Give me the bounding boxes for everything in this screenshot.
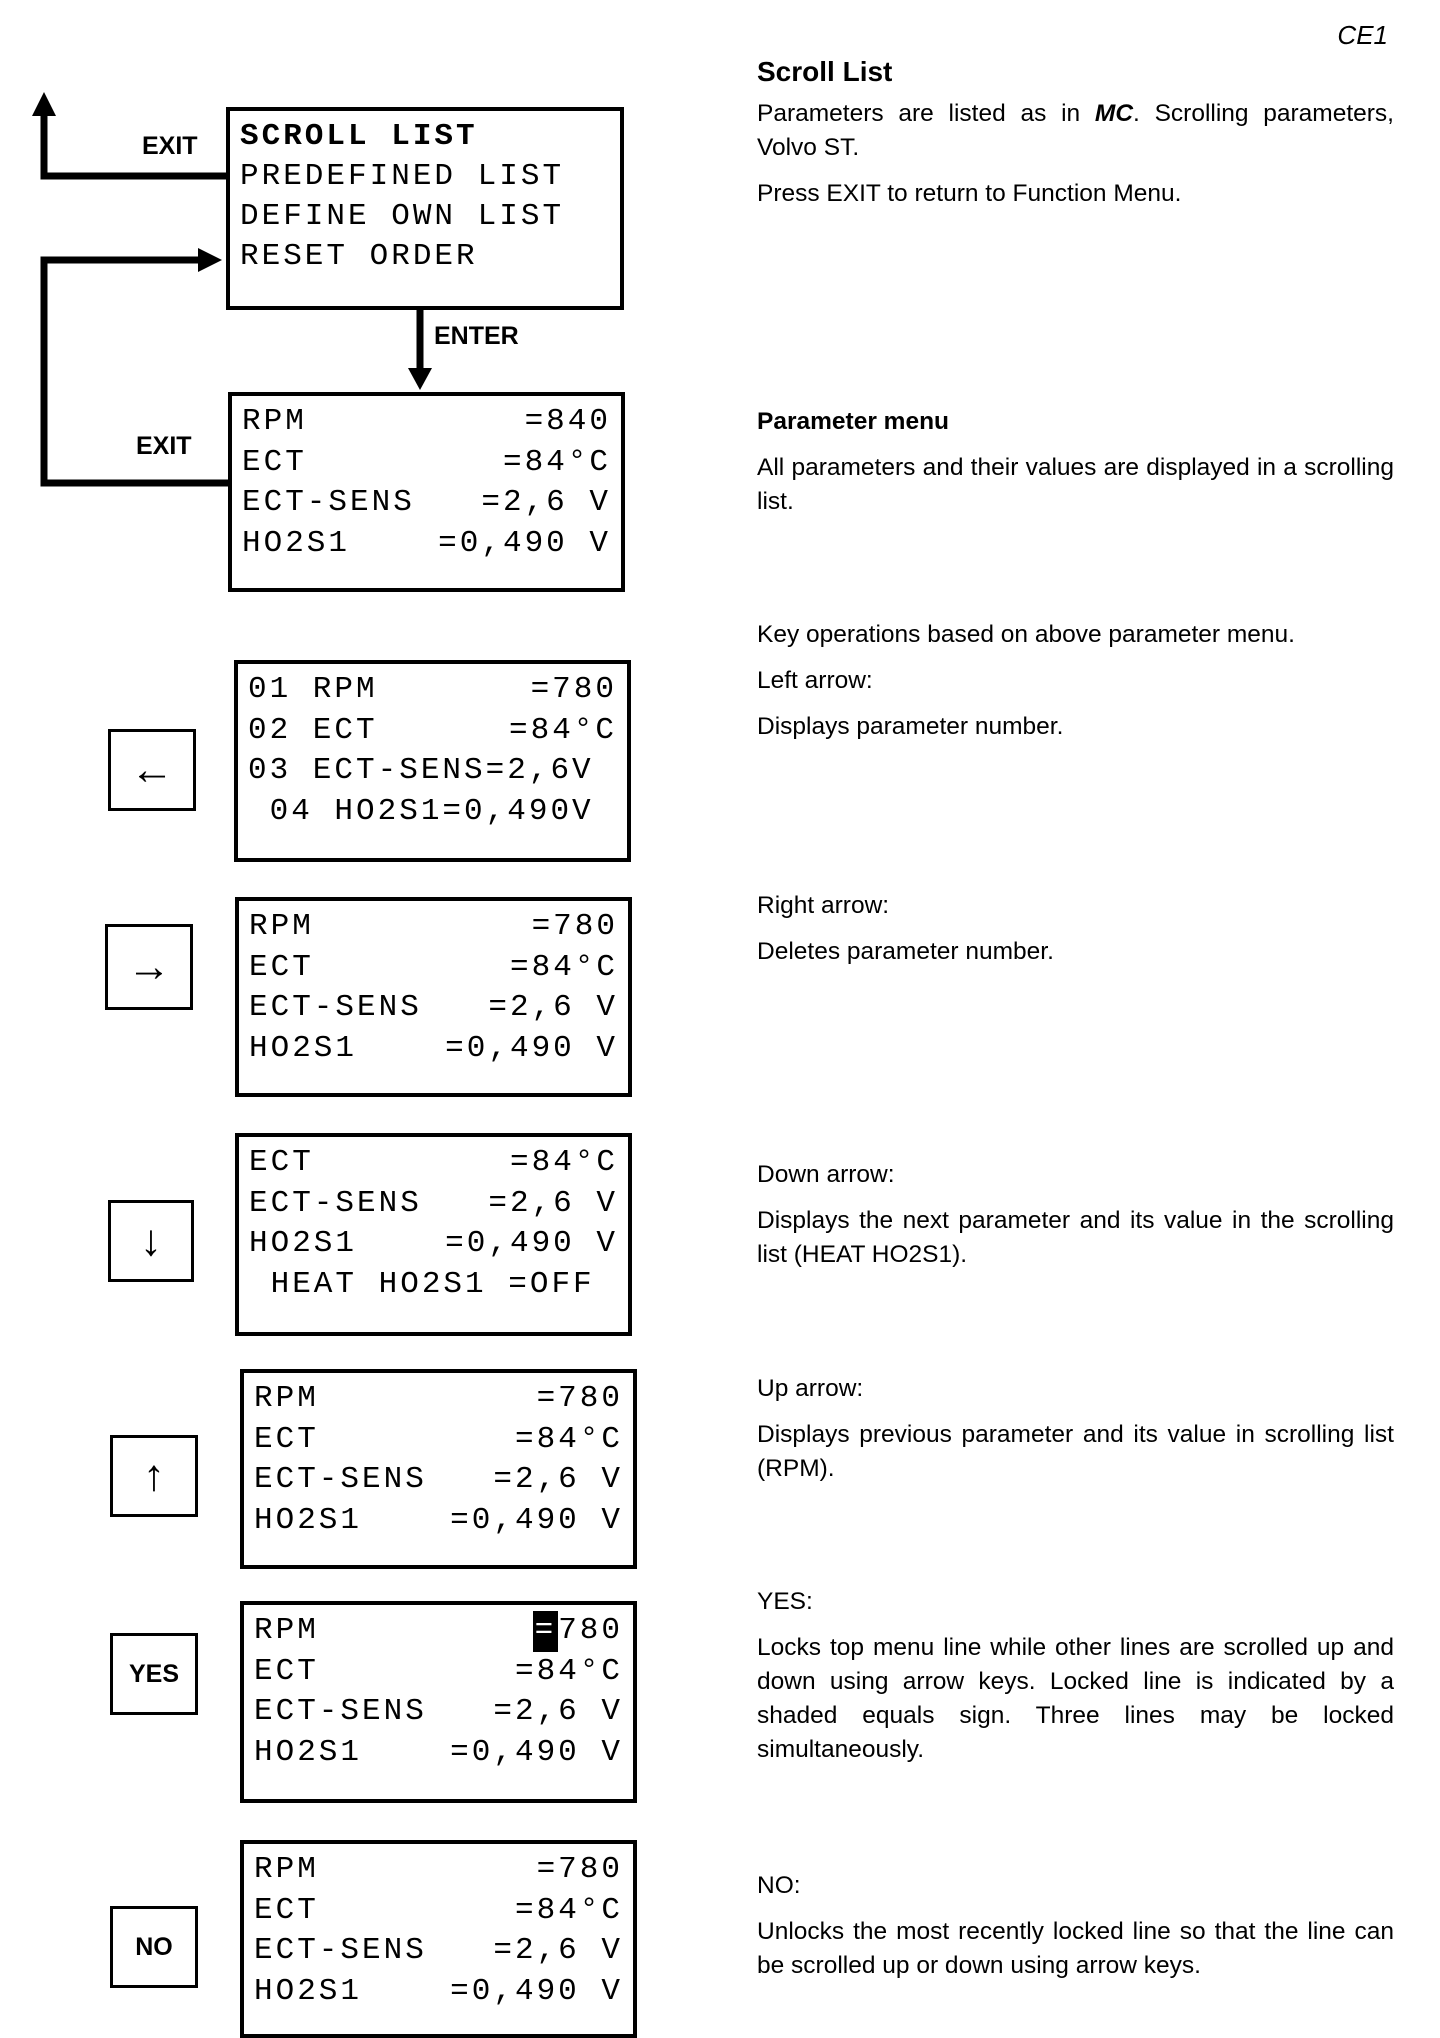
param-menu-title: Parameter menu bbox=[757, 408, 950, 435]
up-arrow-screen bbox=[240, 1369, 637, 1569]
param-value: =2,6 V bbox=[481, 485, 611, 520]
menu-item-predefined-list[interactable]: PREDEFINED LIST bbox=[240, 159, 565, 194]
up-arrow-desc: Displays previous parameter and its value in scrolling list (RPM). bbox=[757, 1421, 1394, 1482]
scroll-list-section bbox=[757, 55, 1394, 223]
param-label: HO2S1 bbox=[254, 1973, 363, 2009]
param-value: =84°C bbox=[514, 1892, 623, 1928]
param-label: RPM bbox=[254, 1381, 319, 1416]
lcd-line-locked bbox=[254, 1611, 623, 1652]
up-arrow-title: Up arrow: bbox=[757, 1375, 864, 1402]
param-value: =2,6 V bbox=[488, 1185, 618, 1221]
param-label: HO2S1 bbox=[249, 1030, 358, 1066]
param-label: ECT bbox=[249, 949, 314, 985]
no-key-label: NO bbox=[135, 1932, 173, 1961]
lcd-line bbox=[242, 524, 611, 565]
scroll-list-title: Scroll List bbox=[757, 56, 893, 87]
lcd-line bbox=[248, 711, 617, 752]
param-label: ECT bbox=[254, 1892, 319, 1928]
lcd-line bbox=[249, 1184, 618, 1225]
param-label: ECT-SENS bbox=[254, 1462, 427, 1497]
exit-top-label: EXIT bbox=[142, 132, 198, 160]
param-label: RPM bbox=[249, 909, 314, 944]
page-id: CE1 bbox=[1337, 20, 1388, 50]
lcd-line bbox=[249, 988, 618, 1029]
lcd-line bbox=[254, 1891, 623, 1932]
lcd-line bbox=[254, 1379, 623, 1420]
param-value: =2,6 V bbox=[493, 1462, 623, 1497]
param-label: HO2S1 bbox=[254, 1734, 363, 1770]
param-value: =0,490 V bbox=[438, 525, 611, 561]
no-key[interactable] bbox=[110, 1906, 198, 1988]
yes-section bbox=[757, 1585, 1394, 1779]
lcd-line bbox=[249, 1143, 618, 1184]
param-label: 01 RPM bbox=[248, 672, 378, 707]
menu-item-reset-order[interactable]: RESET ORDER bbox=[240, 239, 478, 274]
right-arrow-title: Right arrow: bbox=[757, 892, 890, 919]
exit-top-arrow bbox=[44, 110, 226, 176]
exit-instruction: Press EXIT to return to Function Menu. bbox=[757, 180, 1182, 207]
param-label: ECT-SENS bbox=[254, 1933, 427, 1968]
param-label: RPM bbox=[254, 1613, 319, 1648]
param-value: =840 bbox=[524, 404, 611, 439]
param-label: HO2S1 bbox=[242, 525, 351, 561]
exit-bottom-label: EXIT bbox=[136, 432, 192, 460]
param-value: =84°C bbox=[502, 444, 611, 480]
param-label: HEAT HO2S1 =OFF bbox=[249, 1266, 595, 1302]
intro-text-a: Parameters are listed as in bbox=[757, 100, 1095, 127]
lcd-line bbox=[254, 1931, 623, 1972]
param-label: RPM bbox=[254, 1852, 319, 1887]
param-value: =0,490 V bbox=[445, 1030, 618, 1066]
locked-equals-indicator: = bbox=[533, 1611, 559, 1652]
param-label: ECT bbox=[249, 1145, 314, 1180]
right-arrow-screen bbox=[235, 897, 632, 1097]
param-label: HO2S1 bbox=[254, 1502, 363, 1538]
lcd-line bbox=[242, 402, 611, 443]
yes-key[interactable] bbox=[110, 1633, 198, 1715]
param-value: =2,6 V bbox=[493, 1694, 623, 1729]
param-label: ECT-SENS bbox=[249, 1185, 422, 1221]
menu-item-scroll-list[interactable]: SCROLL LIST bbox=[240, 119, 478, 154]
right-arrow-key[interactable] bbox=[105, 924, 193, 1010]
param-value: =84°C bbox=[514, 1421, 623, 1457]
param-value: =780 bbox=[530, 672, 617, 707]
param-value bbox=[533, 1611, 623, 1652]
no-section bbox=[757, 1869, 1394, 1995]
lcd-line bbox=[254, 1972, 623, 2013]
down-arrow-desc: Displays the next parameter and its value in the scrolling list (HEAT HO2S1). bbox=[757, 1207, 1394, 1268]
lcd-line bbox=[254, 1652, 623, 1693]
right-arrow-section bbox=[757, 889, 1394, 981]
param-value: =780 bbox=[536, 1852, 623, 1887]
lcd-line bbox=[249, 1265, 618, 1306]
up-arrow-icon: ↑ bbox=[143, 1451, 165, 1500]
param-label: 04 HO2S1=0,490V bbox=[248, 793, 594, 829]
right-arrow-desc: Deletes parameter number. bbox=[757, 938, 1054, 965]
exit-top-arrowhead bbox=[32, 92, 56, 116]
enter-arrowhead bbox=[408, 368, 432, 390]
lcd-line bbox=[254, 1692, 623, 1733]
up-arrow-key[interactable] bbox=[110, 1435, 198, 1517]
param-value: =2,6 V bbox=[488, 990, 618, 1025]
no-title: NO: bbox=[757, 1872, 801, 1899]
yes-screen bbox=[240, 1601, 637, 1803]
up-arrow-section bbox=[757, 1372, 1394, 1498]
down-arrow-screen bbox=[235, 1133, 632, 1336]
no-screen bbox=[240, 1840, 637, 2038]
param-label: ECT bbox=[242, 444, 307, 480]
lcd-line bbox=[249, 948, 618, 989]
lcd-line bbox=[248, 751, 617, 792]
lcd-line bbox=[254, 1420, 623, 1461]
param-value: =0,490 V bbox=[450, 1973, 623, 2009]
lcd-line bbox=[248, 670, 617, 711]
left-arrow-screen bbox=[234, 660, 631, 862]
down-arrow-section bbox=[757, 1158, 1394, 1284]
key-ops-intro: Key operations based on above parameter menu. bbox=[757, 621, 1295, 648]
param-menu-section bbox=[757, 405, 1394, 531]
param-label: ECT bbox=[254, 1653, 319, 1689]
yes-desc: Locks top menu line while other lines are scrolled up and down using arrow keys. Locked line is indicated by a shaded equals sign. Three lines may be locked simultaneously. bbox=[757, 1634, 1394, 1763]
lcd-line bbox=[248, 792, 617, 833]
param-value: =0,490 V bbox=[445, 1226, 618, 1261]
lcd-line bbox=[254, 1733, 623, 1774]
param-value: =0,490 V bbox=[450, 1734, 623, 1770]
enter-label: ENTER bbox=[434, 322, 519, 350]
no-desc: Unlocks the most recently locked line so that the line can be scrolled up or down using arrow keys. bbox=[757, 1918, 1394, 1979]
intro-text-b: . Scrolling parameters, Volvo ST. bbox=[757, 100, 1394, 161]
scroll-list-intro bbox=[757, 97, 1394, 165]
param-value: =0,490 V bbox=[450, 1502, 623, 1538]
param-label: ECT-SENS bbox=[254, 1694, 427, 1729]
param-menu-screen bbox=[228, 392, 625, 592]
yes-title: YES: bbox=[757, 1588, 813, 1615]
param-label: HO2S1 bbox=[249, 1226, 358, 1261]
param-value: =780 bbox=[531, 909, 618, 944]
lcd-line bbox=[242, 483, 611, 524]
param-label: 02 ECT bbox=[248, 712, 378, 748]
yes-key-label: YES bbox=[128, 1659, 180, 1688]
right-arrow-icon: → bbox=[127, 942, 171, 991]
param-label: ECT-SENS bbox=[242, 485, 415, 520]
lcd-line bbox=[254, 1501, 623, 1542]
param-value: =84°C bbox=[514, 1653, 623, 1689]
left-arrow-key[interactable] bbox=[108, 729, 196, 811]
param-value: =84°C bbox=[508, 712, 617, 748]
lcd-line bbox=[249, 1224, 618, 1265]
exit-bottom-arrowhead bbox=[198, 248, 222, 272]
param-menu-desc: All parameters and their values are displayed in a scrolling list. bbox=[757, 454, 1394, 515]
key-ops-section bbox=[757, 618, 1394, 756]
function-menu-screen bbox=[226, 107, 624, 310]
down-arrow-key[interactable] bbox=[108, 1200, 194, 1282]
lcd-line bbox=[242, 443, 611, 484]
lcd-line bbox=[249, 1029, 618, 1070]
lcd-line bbox=[249, 907, 618, 948]
left-arrow-icon: ← bbox=[130, 745, 174, 794]
lcd-line bbox=[254, 1850, 623, 1891]
left-arrow-title: Left arrow: bbox=[757, 667, 873, 694]
param-label: ECT-SENS bbox=[249, 990, 422, 1025]
left-arrow-desc: Displays parameter number. bbox=[757, 713, 1064, 740]
param-value: =84°C bbox=[509, 1145, 618, 1180]
param-value: =780 bbox=[536, 1381, 623, 1416]
down-arrow-title: Down arrow: bbox=[757, 1161, 895, 1188]
lcd-line bbox=[254, 1460, 623, 1501]
intro-mc: MC bbox=[1094, 100, 1134, 127]
param-label: 03 ECT-SENS=2,6V bbox=[248, 753, 594, 788]
param-value: =2,6 V bbox=[493, 1933, 623, 1968]
param-label: RPM bbox=[242, 404, 307, 439]
down-arrow-icon: ↓ bbox=[140, 1216, 162, 1265]
param-value: =84°C bbox=[509, 949, 618, 985]
locked-value: 780 bbox=[558, 1613, 623, 1648]
param-label: ECT bbox=[254, 1421, 319, 1457]
menu-item-define-own-list[interactable]: DEFINE OWN LIST bbox=[240, 199, 565, 234]
